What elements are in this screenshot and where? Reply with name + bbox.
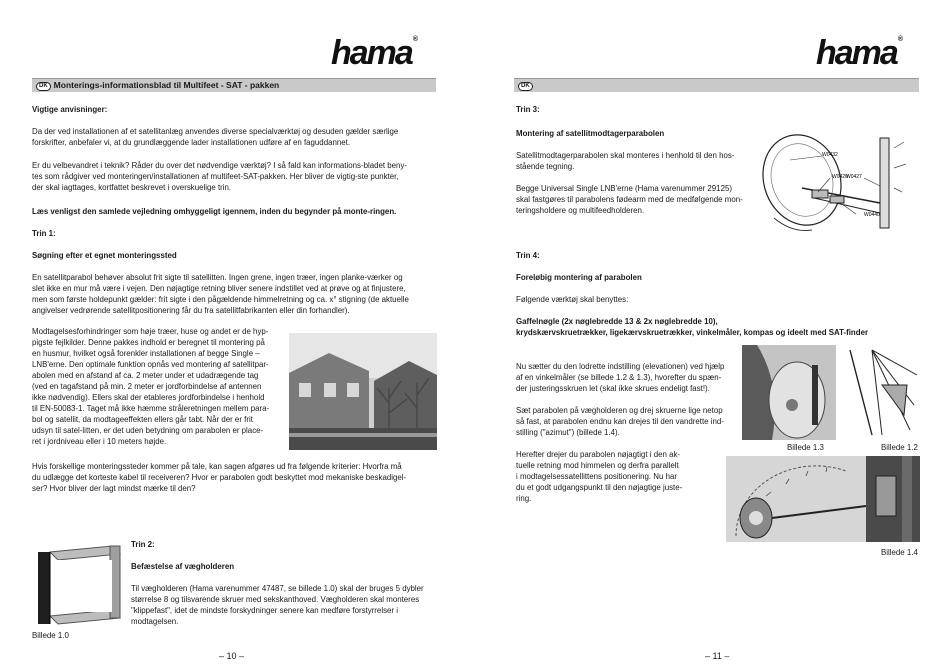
caption-image-1-0: Billede 1.0 xyxy=(32,631,69,640)
diagram-label-w0427: W0427 xyxy=(846,174,862,180)
step-3-paragraph-1: Satellitmodtagerparabolen skal monteres i henhold til den hos- stående tegning. xyxy=(516,151,735,171)
read-instructions-note: Læs venligst den samlede vejledning omhyggeligt igennem, inden du begynder på monte-ringen. xyxy=(32,207,397,216)
step-3-title: Montering af satellitmodtagerparabolen xyxy=(516,129,665,138)
wall-bracket-image xyxy=(32,538,124,626)
step-4-paragraph-1: Nu sætter du den lodrette indstilling (elevationen) ved hjælp af en vinkelmåler (se billede 1.2 & 1.3), hvorefter du spæn- der justeringsskruen let (skal ikke skrues endeligt fast!). xyxy=(516,362,725,393)
step-2-title: Befæstelse af vægholderen xyxy=(131,562,235,571)
diagram-label-w0420: W0420 xyxy=(832,174,848,180)
important-heading: Vigtige anvisninger: xyxy=(32,105,108,114)
page-number-left: – 10 – xyxy=(219,651,245,661)
section-header-bar-right xyxy=(514,78,919,92)
caption-image-1-2: Billede 1.2 xyxy=(881,443,918,452)
step-4-tools-intro: Følgende værktøj skal benyttes: xyxy=(516,295,629,304)
section-header-bar-left xyxy=(32,78,436,92)
page-number-right: – 11 – xyxy=(705,651,730,661)
step-2-paragraph: Til vægholderen (Hama varenummer 47487, se billede 1.0) skal der bruges 5 dybler størrelse 8 og tilsvarende skruer med sekskanthoved. Vægholderen skal monteres "klippefast", idet de mindste forskydninger senere kan medføre forstyrrelser i modtagelsen. xyxy=(131,584,424,626)
section-header-title: Monterings-informationsblad til Multifeet - SAT - pakken xyxy=(53,80,280,90)
step-1-label: Trin 1: xyxy=(32,229,56,238)
step-3-paragraph-2: Begge Universal Single LNB'erne (Hama varenummer 29125) skal fastgøres til parabolens fødearm med de medfølgende mon- teringsholdere og multifeedholderen. xyxy=(516,184,743,215)
step-1-paragraph-2: Modtagelsesforhindringer som høje træer, huse og andet er de hyp- pigste fejlkilder. Denne pakkes indhold er beregnet til montering på en husmur, hvilket også forenkler installationen af begge Single – LNB'erne. Den optimale funktion opnås ved montering af satellitpar- abolen med en afstand af ca. 2 meter under et udadrægende tag (ved en tagafstand på min. 2 meter er jordforbindelse af antennen ikke nødvendig). Ellers skal der etableres jordforbindelse i henhold til EN-50083-1. Taget må ikke hæmme stråleretningen mellem para- bol og satellit, da modtageeffekten ellers går tabt. Når der er frit udsyn til satel-litten, er det uden betydning om parabolen er place- ret i jordniveau eller i 10 meters højde. xyxy=(32,327,270,446)
step-1-title: Søgning efter et egnet monteringssted xyxy=(32,251,177,260)
diagram-label-w0440: W0440 xyxy=(864,212,880,218)
step-4-title: Foreløbig montering af parabolen xyxy=(516,273,642,282)
caption-image-1-3: Billede 1.3 xyxy=(787,443,824,452)
dish-assembly-diagram xyxy=(752,118,920,243)
step-4-tools-list: Gaffelnøgle (2x nøglebredde 13 & 2x nøglebredde 10), krydskærvskruetrækker, ligekærvskruetrækker, vinkelmåler, kompas og ideelt med SAT-finder xyxy=(516,317,869,337)
step-2-label: Trin 2: xyxy=(131,540,155,549)
hama-logo-left: hama® xyxy=(331,34,418,72)
house-obstruction-photo xyxy=(289,333,437,450)
step-4-paragraph-3: Herefter drejer du parabolen nøjagtigt i den ak- tuelle retning mod himmelen og derfra parallelt i modtagelsessatellittens positionering. Nu har du et godt udgangspunkt til den nøjagtige juste- ring. xyxy=(516,450,683,503)
language-badge-right: DK xyxy=(518,82,533,91)
diagram-label-w0432: W0432 xyxy=(822,152,838,158)
step-3-label: Trin 3: xyxy=(516,105,540,114)
step-4-paragraph-2: Sæt parabolen på vægholderen og drej skruerne lige netop så fast, at parabolen endnu kan drejes til den vandrette ind- stilling ("azimut") (billede 1.4). xyxy=(516,406,724,437)
language-badge: DK xyxy=(36,82,51,91)
photo-1-3-elevation xyxy=(742,345,836,440)
important-paragraph-1: Da der ved installationen af et satellitanlæg anvendes diverse specialværktøj og desuden gælder særlige forskrifter, anbefaler vi, at du grundlæggende lader installationen udføre af en faguddannet. xyxy=(32,127,399,147)
hama-logo-right: hama® xyxy=(816,34,903,72)
photo-1-2-angle-meter xyxy=(842,345,920,440)
step-4-label: Trin 4: xyxy=(516,251,540,260)
caption-image-1-4: Billede 1.4 xyxy=(881,548,918,557)
photo-1-4-azimuth xyxy=(726,456,920,542)
step-1-paragraph-1: En satellitparabol behøver absolut frit sigte til satellitten. Ingen grene, ingen træer, ingen planke-værker og slet ikke en mur må være i vejen. Den nøjagtige retning bliver senere indstillet ved at prøve og at finjustere, men som første holdepunkt gælder: frit sigte i den pågældende himmelretning og ca. x° stigning (de aktuelle angivelser vedrørende satellitpositionering får du fra satellitfabrikanten eller din forhandler). xyxy=(32,273,409,315)
step-1-paragraph-3: Hvis forskellige monteringssteder kommer på tale, kan sagen afgøres ud fra følgende kriterier: Hvorfra må du udlægge det korteste kabel til receiveren? Hvor er parabolen godt beskyttet mod mekaniske beskadigel- ser? Hvor bliver der lagt mindst mærke til den? xyxy=(32,462,407,493)
important-paragraph-2: Er du velbevandret i teknik? Råder du over det nødvendige værktøj? I så fald kan informations-bladet beny- tes som rådgiver ved monteringen/installationen af multifeet-SAT-pakken. Her bliver de vigtig-ste punkter, der skal iagttages, kortfattet beskrevet i overskuelige trin. xyxy=(32,161,408,192)
